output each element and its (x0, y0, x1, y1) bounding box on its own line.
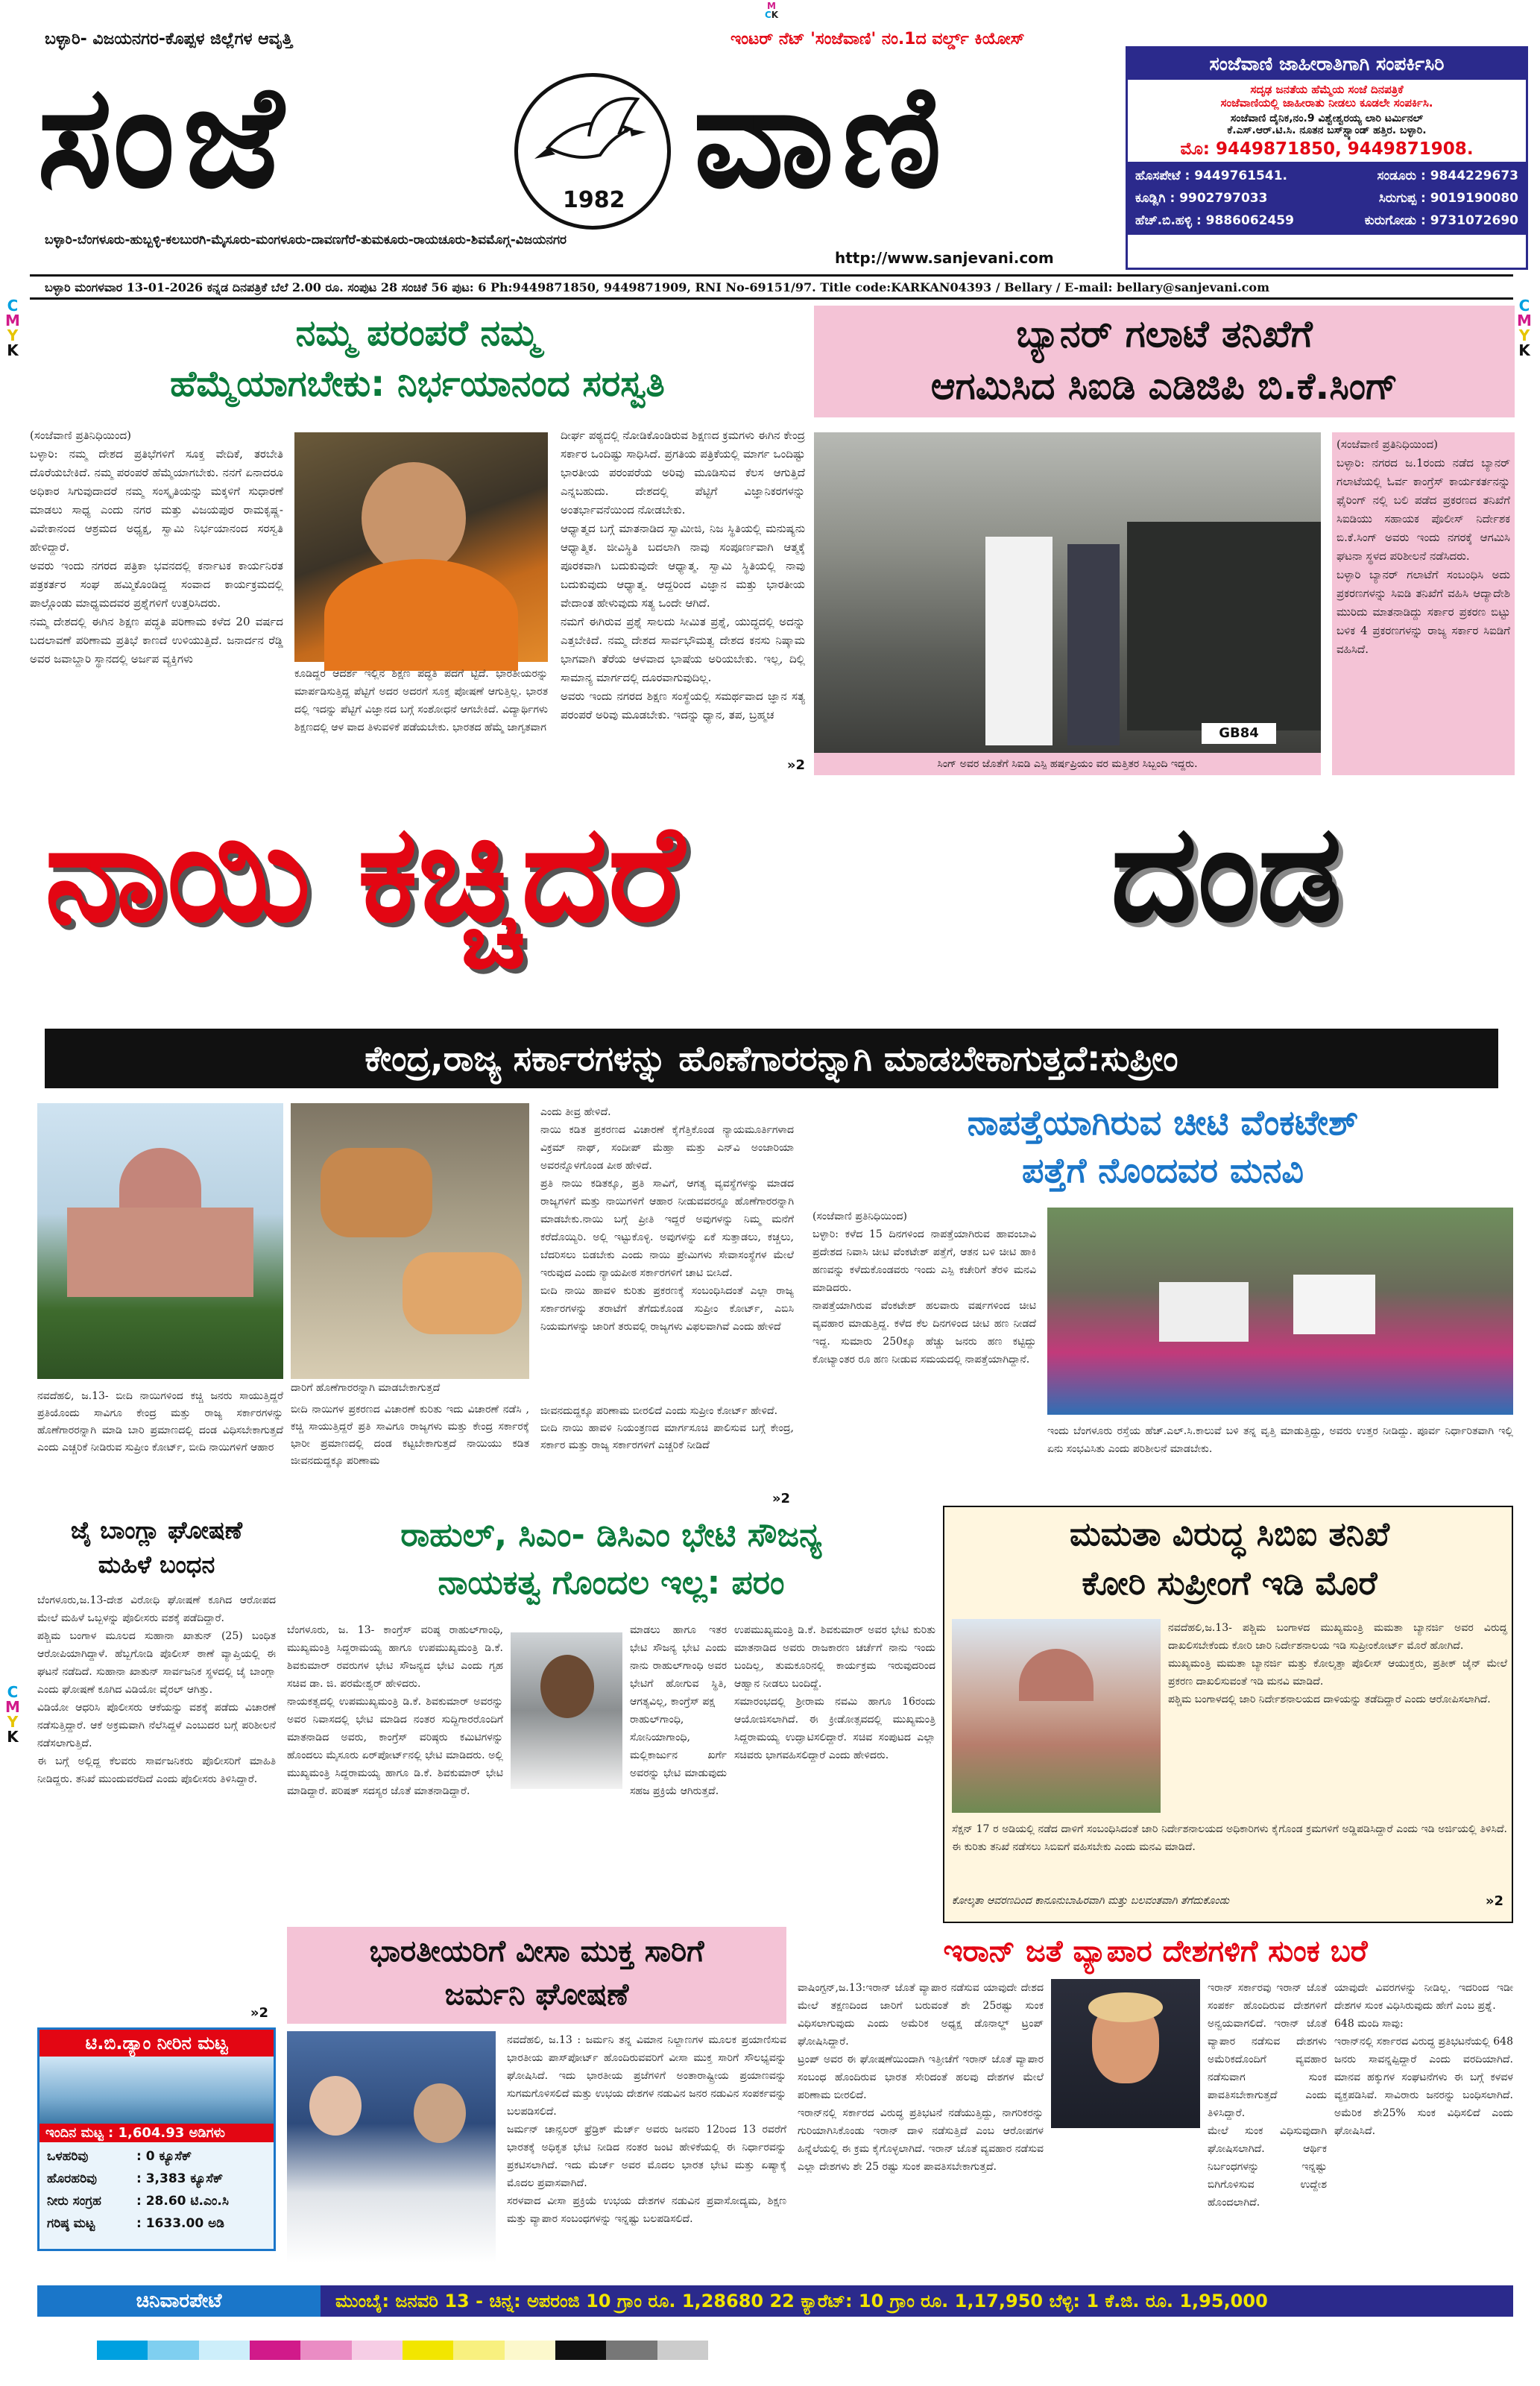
lead-col3: ಬೀದಿ ನಾಯಿಗಳ ಪ್ರಕರಣದ ವಿಚಾರಣೆ ಕುರಿತು ಇದು ವಿಚಾರಣೆ ನಡೆಸಿ , ಕಚ್ಚಿ ಸಾಯುತ್ತಿದ್ದರೆ ಪ್ರತಿ ಸಾವಿಗೂ ರಾಜ್ಯಗಳು ಮತ್ತು ಕೇಂದ್ರ ಸರ್ಕಾರಕ್ಕೆ ಭಾರೀ ಪ್ರಮಾಣದಲ್ಲಿ ದಂಡ ಕಟ್ಟಬೇಕಾಗುತ್ತದೆ ನಾಯಿಯು ಕಡಿತ ಜೀವನದುದ್ದಕ್ಕೂ ಪರಿಣಾಮ (291, 1404, 533, 1467)
ad-box-contact: ಸಿರುಗುಪ್ಪ : 9019190080 (1378, 191, 1518, 206)
photo-cid-officers (814, 432, 1321, 753)
story-rahul-col3: ಉಪಮುಖ್ಯಮಂತ್ರಿ ಡಿ.ಕೆ. ಶಿವಕುಮಾರ್ ಅವರ ಭೇಟಿ ಕುರಿತು ಮಾತನಾಡಿದ ಅವರು ರಾಜಕಾರಣ ಚರ್ಚೆಗೆ ನಾನು ಇಂದು ಬಂದಿಲ್ಲ, ತುಮಕೂರಿನಲ್ಲಿ ಕಾರ್ಯಕ್ರಮ ಇರುವುದರಿಂದ ಆಹ್ವಾನ ನೀಡಲು ಬಂದಿದ್ದೆ. ಸಮಾರಂಭದಲ್ಲಿ ಶ್ರೀರಾಮ ನವಮಿ ಹಾಗೂ 16ರಂದು ಆಯೋಜಿಸಲಾಗಿದೆ. ಈ ಕ್ರೀಡೋತ್ಸವದಲ್ಲಿ ಮುಖ್ಯಮಂತ್ರಿ ಸಿದ್ದರಾಮಯ್ಯ ಉದ್ಘಾಟಿಸಲಿದ್ದಾರೆ. ಸಚಿವ ಸಂಪುಟದ ಎಲ್ಲಾ ಸಚಿವರು ಭಾಗವಹಿಸಲಿದ್ದಾರೆ ಎಂದು ಹೇಳಿದರು. (734, 1624, 935, 1761)
story-germany-visa (287, 1927, 786, 2277)
photo-stray-dogs (291, 1103, 529, 1379)
headline-germany-1: ಭಾರತೀಯರಿಗೆ ವೀಸಾ ಮುಕ್ತ ಸಾರಿಗೆ (369, 1934, 704, 1969)
story-germany-col: ನವದೆಹಲಿ, ಜ.13 : ಜರ್ಮನಿ ತನ್ನ ವಿಮಾನ ನಿಲ್ದಾಣಗಳ ಮೂಲಕ ಪ್ರಯಾಣಿಸುವ ಭಾರತೀಯ ಪಾಸ್‌ಪೋರ್ಟ್ ಹೊಂದಿರುವವರಿಗೆ ವೀಸಾ ಮುಕ್ತ ಸಾರಿಗೆ ಸೌಲಭ್ಯವನ್ನು ಘೋಷಿಸಿದೆ. ಇದು ಭಾರತೀಯ ಪ್ರಜೆಗಳಿಗೆ ಅಂತಾರಾಷ್ಟ್ರೀಯ ಪ್ರಯಾಣವನ್ನು ಸುಗಮಗೊಳಿಸಲಿದೆ ಮತ್ತು ಉಭಯ ದೇಶಗಳ ನಡುವಿನ ಜನರ ನಡುವಿನ ಸಂಪರ್ಕವನ್ನು ಬಲಪಡಿಸಲಿದೆ. ಜರ್ಮನ್ ಚಾನ್ಸಲರ್ ಫ್ರೆಡ್ರಿಕ್ ಮೆರ್ಜ್ ಅವರು ಜನವರಿ 12ರಿಂದ 13 ರವರೆಗೆ ಭಾರತಕ್ಕೆ ಅಧಿಕೃತ ಭೇಟಿ ನೀಡಿದ ನಂತರ ಜಂಟಿ ಹೇಳಿಕೆಯಲ್ಲಿ ಈ ನಿರ್ಧಾರವನ್ನು ಪ್ರಕಟಿಸಲಾಗಿದೆ. ಇದು ಮೆರ್ಜ್ ಅವರ ಮೊದಲ ಭಾರತ ಭೇಟಿ ಮತ್ತು ಏಷ್ಯಾಕ್ಕೆ ಮೊದಲ ಪ್ರವಾಸವಾಗಿದೆ. ಸರಳವಾದ ವೀಸಾ ಪ್ರಕ್ರಿಯೆ ಉಭಯ ದೇಶಗಳ ನಡುವಿನ ಪ್ರವಾಸೋದ್ಯಮ, ಶಿಕ್ಷಣ ಮತ್ತು ವ್ಯಾಪಾರ ಸಂಬಂಧಗಳನ್ನು ಇನ್ನಷ್ಟು ಬಲಪಡಿಸಲಿದೆ. (507, 2034, 786, 2225)
lead-subhead: ಕೇಂದ್ರ,ರಾಜ್ಯ ಸರ್ಕಾರಗಳನ್ನು ಹೊಣೆಗಾರರನ್ನಾಗಿ ಮಾಡಬೇಕಾಗುತ್ತದೆ:ಸುಪ್ರೀಂ (365, 1038, 1178, 1079)
photo-supreme-court (37, 1103, 283, 1379)
story-mamata-col-bottom: ಸೆಕ್ಷನ್ 17 ರ ಅಡಿಯಲ್ಲಿ ನಡೆದ ದಾಳಿಗೆ ಸಂಬಂಧಿಸಿದಂತೆ ಜಾರಿ ನಿರ್ದೇಶನಾಲಯದ ಅಧಿಕಾರಿಗಳು ಕೈಗೊಂಡ ಕ್ರಮಗಳಿಗೆ ಅಡ್ಡಿಪಡಿಸಿದ್ದಾರೆ ಎಂದು ಇಡಿ ಅರ್ಜಿಯಲ್ಲಿ ತಿಳಿಸಿದೆ. ಈ ಕುರಿತು ತನಿಖೆ ನಡೆಸಲು ಸಿಬಿಐಗೆ ವಹಿಸಬೇಕು ಎಂದು ಮನವಿ ಮಾಡಿದೆ. (952, 1823, 1511, 1853)
license-plate: GB84 (1202, 723, 1276, 744)
dam-row-label: ನೀರು ಸಂಗ್ರಹ (47, 2194, 101, 2209)
dam-row-label: ಗರಿಷ್ಠ ಮಟ್ಟ (47, 2216, 95, 2231)
photo-supreme-court-2 (952, 1619, 1161, 1813)
headline-jai-bangla-2: ಮಹಿಳೆ ಬಂಧನ (98, 1550, 215, 1579)
ad-box-rows (1128, 162, 1526, 235)
story-rahul-visit (287, 1517, 935, 1919)
lead-headline-black: ದಂಡ (1111, 796, 1342, 952)
photo-modi-merz (287, 2031, 496, 2262)
lead-col4: ಜೀವನದುದ್ದಕ್ಕೂ ಪರಿಣಾಮ ಬೀರಲಿದೆ ಎಂದು ಸುಪ್ರೀಂ ಕೋರ್ಟ್ ಹೇಳಿದೆ. ಬೀದಿ ನಾಯಿ ಹಾವಳಿ ನಿಯಂತ್ರಣದ ಮಾರ್ಗಸೂಚಿ ಪಾಲಿಸುವ ಬಗ್ಗೆ ಕೇಂದ್ರ, ಸರ್ಕಾರ ಮತ್ತು ರಾಜ್ಯ ಸರ್ಕಾರಗಳಿಗೆ ಎಚ್ಚರಿಕೆ ನೀಡಿದೆ (540, 1405, 794, 1451)
dam-row-label: ಹೊರಹರಿವು (47, 2171, 97, 2186)
lead-headline-red: ನಾಯಿ ಕಚ್ಚಿದರೆ (45, 796, 685, 952)
photo-protest-caption: ಇಂದು ಬೆಂಗಳೂರು ರಸ್ತೆಯ ಹೆಚ್.ಎಲ್.ಸಿ.ಕಾಲುವೆ ಬಳಿ ತನ್ನ ವೃತ್ತಿ ಮಾಡುತ್ತಿದ್ದು, ಅವರು ಉತ್ತರ ನೀಡಿದ್ದು. ಪೂರ್ವ ನಿರ್ಧಾರಿತವಾಗಿ ಇಲ್ಲಿ ಏನು ಸಂಭವಿಸಿತು ಎಂದು ಪರಿಶೀಲನೆ ಮಾಡಬೇಕು. (1047, 1425, 1517, 1455)
dam-row-value: : 1633.00 ಅಡಿ (136, 2216, 224, 2231)
registration-mark-left-2: C M Y K (5, 1683, 20, 1746)
dam-photo (40, 2057, 274, 2124)
dam-box-title: ಟಿ.ಬಿ.ಡ್ಯಾಂ ನೀರಿನ ಮಟ್ಟ (40, 2030, 274, 2057)
founded-year: 1982 (563, 187, 625, 213)
continued-mark: »2 (771, 1491, 790, 1506)
website-link[interactable]: http://www.sanjevani.com (835, 249, 1054, 267)
dam-box (37, 2027, 276, 2251)
color-calibration-bar (97, 2341, 708, 2360)
continued-mark: »2 (786, 757, 805, 773)
ad-box-phone: ಮೊ: 9449871850, 9449871908. (1180, 139, 1474, 159)
info-strip (30, 274, 1513, 300)
headline-banner-2: ಆಗಮಿಸಿದ ಸಿಐಡಿ ಎಡಿಜಿಪಿ ಬಿ.ಕೆ.ಸಿಂಗ್ (930, 364, 1398, 408)
info-line: ಬಳ್ಳಾರಿ ಮಂಗಳವಾರ 13-01-2026 ಕನ್ನಡ ದಿನಪತ್ರಿಕೆ ಬೆಲೆ 2.00 ರೂ. ಸಂಪುಟ 28 ಸಂಚಿಕೆ 56 ಪುಟ: 6 Ph:9449871850, 9449871909, RNI No-69151/97. Title code:KARKAN04393 / Bellary / E-mail: bellary@sanjevani.com (45, 280, 1269, 294)
story-mamata-col-right: ನವದೆಹಲಿ,ಜ.13- ಪಶ್ಚಿಮ ಬಂಗಾಳದ ಮುಖ್ಯಮಂತ್ರಿ ಮಮತಾ ಬ್ಯಾನರ್ಜಿ ಅವರ ವಿರುದ್ಧ ದಾಖಲಿಸಬೇಕೆಂದು ಕೋರಿ ಜಾರಿ ನಿರ್ದೇಶನಾಲಯ ಇಡಿ ಸುಪ್ರೀಂಕೋರ್ಟ್ ಮೊರೆ ಹೋಗಿದೆ. ಮುಖ್ಯಮಂತ್ರಿ ಮಮತಾ ಬ್ಯಾನರ್ಜಿ ಮತ್ತು ಕೋಲ್ಕತ್ತಾ ಪೊಲೀಸ್ ಆಯುಕ್ತರು, ಪ್ರತೀಕ್ ಜೈನ್ ಮೇಲೆ ಪ್ರಕರಣ ದಾಖಲಿಸುವಂತೆ ಇಡಿ ಮನವಿ ಮಾಡಿದೆ. ಪಶ್ಚಿಮ ಬಂಗಾಳದಲ್ಲಿ ಜಾರಿ ನಿರ್ದೇಶನಾಲಯದ ದಾಳಿಯನ್ನು ತಡೆದಿದ್ದಾರೆ ಎಂದು ಆರೋಪಿಸಲಾಗಿದೆ. (1168, 1622, 1507, 1705)
ad-box-contact: ಹೆಚ್.ಬಿ.ಹಳ್ಳಿ : 9886062459 (1135, 213, 1294, 228)
story-banner-col: (ಸಂಜೆವಾಣಿ ಪ್ರತಿನಿಧಿಯಿಂದ) ಬಳ್ಳಾರಿ: ನಗರದ ಜ.1ರಂದು ನಡೆದ ಬ್ಯಾನರ್ ಗಲಾಟೆಯಲ್ಲಿ ಓರ್ವ ಕಾಂಗ್ರೆಸ್ ಕಾರ್ಯಕರ್ತನನ್ನು ಫೈರಿಂಗ್ ನಲ್ಲಿ ಬಲಿ ಪಡೆದ ಪ್ರಕರಣದ ತನಿಖೆಗೆ ಸಿಐಡಿಯು ಸಹಾಯಕ ಪೊಲೀಸ್ ನಿರ್ದೇಶಕ ಬಿ.ಕೆ.ಸಿಂಗ್ ಅವರು ಇಂದು ನಗರಕ್ಕೆ ಆಗಮಿಸಿ ಘಟನಾ ಸ್ಥಳದ ಪರಿಶೀಲನೆ ನಡೆಸಿದರು. ಬಳ್ಳಾರಿ ಬ್ಯಾನರ್ ಗಲಾಟೆಗೆ ಸಂಬಂಧಿಸಿ ಅದು ಪ್ರಕರಣಗಳನ್ನು ಸಿಐಡಿ ತನಿಖೆಗೆ ವಹಿಸಿ ಆದ್ಯಾದೇಶಿ ಮುರಿದು ಮಾತನಾಡಿದ್ದು ಸರ್ಕಾರ ಪ್ರಕರಣ ಬಿಟ್ಟು ಬಳಿಕ 4 ಪ್ರಕರಣಗಳನ್ನು ರಾಜ್ಯ ಸರ್ಕಾರ ಸಿಐಡಿಗೆ ವಹಿಸಿದೆ. (1332, 432, 1515, 775)
edition-line: ಬಳ್ಳಾರಿ- ವಿಜಯನಗರ-ಕೊಪ್ಪಳ ಜಿಲ್ಲೆಗಳ ಆವೃತ್ತಿ (45, 30, 293, 48)
dam-row-value: : 0 ಕ್ಯೂಸೆಕ್ (136, 2149, 192, 2164)
ad-box-contact: ಸಂಡೂರು : 9844229673 (1377, 168, 1518, 183)
story-heritage (30, 306, 805, 775)
headline-heritage-2: ಹೆಮ್ಮೆಯಾಗಬೇಕು: ನಿರ್ಭಯಾನಂದ ಸರಸ್ವತಿ (170, 363, 665, 405)
lead-subhead-bar (45, 1029, 1498, 1088)
story-iran-col2: ಇರಾನ್ ಸರ್ಕಾರವು ಇರಾನ್ ಜೊತೆ ಸಂಪರ್ಕ ಹೊಂದಿರುವ ದೇಶಗಳಿಗೆ ಅನ್ವಯವಾಗಲಿದೆ. ಇರಾನ್ ಜೊತೆ ವ್ಯಾಪಾರ ನಡೆಸುವ ದೇಶಗಳು ಅಮೆರಿಕದೊಂದಿಗೆ ವ್ಯವಹಾರ ನಡೆಸುವಾಗ ಸುಂಕ ಪಾವತಿಸಬೇಕಾಗುತ್ತದೆ ಎಂದು ತಿಳಿಸಿದ್ದಾರೆ. ಮೇಲೆ ಸುಂಕ ವಿಧಿಸುವುದಾಗಿ ಘೋಷಿಸಲಾಗಿದೆ. ಆರ್ಥಿಕ ನಿರ್ಬಂಧಗಳನ್ನು ಇನ್ನಷ್ಟು ಬಿಗಿಗೊಳಿಸುವ ಉದ್ದೇಶ ಹೊಂದಲಾಗಿದೆ. (1208, 1982, 1327, 2209)
headline-banner-1: ಬ್ಯಾನರ್ ಗಲಾಟೆ ತನಿಖೆಗೆ (1016, 312, 1313, 356)
headline-jai-bangla-1: ಜೈ ಬಾಂಗ್ಲಾ ಘೋಷಣೆ (70, 1516, 243, 1544)
headline-chit-1: ನಾಪತ್ತೆಯಾಗಿರುವ ಚೀಟಿ ವೆಂಕಟೇಶ್ (967, 1102, 1359, 1143)
registration-mark-left: C M Y K (5, 297, 20, 359)
story-iran-col1: ವಾಷಿಂಗ್ಟನ್,ಜ.13:ಇರಾನ್ ಜೊತೆ ವ್ಯಾಪಾರ ನಡೆಸುವ ಯಾವುದೇ ದೇಶದ ಮೇಲೆ ತಕ್ಷಣದಿಂದ ಜಾರಿಗೆ ಬರುವಂತೆ ಶೇ 25ರಷ್ಟು ಸುಂಕ ವಿಧಿಸಲಾಗುವುದು ಎಂದು ಅಮೆರಿಕ ಅಧ್ಯಕ್ಷ ಡೊನಾಲ್ಡ್ ಟ್ರಂಪ್ ಘೋಷಿಸಿದ್ದಾರೆ. ಟ್ರಂಪ್ ಅವರ ಈ ಘೋಷಣೆಯಿಂದಾಗಿ ಇತ್ತೀಚೆಗೆ ಇರಾನ್ ಜೊತೆ ವ್ಯಾಪಾರ ಸಂಬಂಧ ಹೊಂದಿರುವ ಭಾರತ ಸೇರಿದಂತೆ ಹಲವು ದೇಶಗಳ ಮೇಲೆ ಪರಿಣಾಮ ಬೀರಲಿದೆ. ಇರಾನ್‌ನಲ್ಲಿ ಸರ್ಕಾರದ ವಿರುದ್ಧ ಪ್ರತಿಭಟನೆ ನಡೆಯುತ್ತಿದ್ದು, ನಾಗರಿಕರನ್ನು ಗುರಿಯಾಗಿಸಿಕೊಂಡು ಇರಾನ್ ದಾಳಿ ನಡೆಸುತ್ತಿದೆ ಎಂಬ ಆರೋಪಗಳ ಹಿನ್ನೆಲೆಯಲ್ಲಿ ಈ ಕ್ರಮ ಕೈಗೊಳ್ಳಲಾಗಿದೆ. ಇರಾನ್ ಜೊತೆ ವ್ಯವಹಾರ ನಡೆಸುವ ಎಲ್ಲಾ ದೇಶಗಳು ಶೇ 25 ರಷ್ಟು ಸುಂಕ ಪಾವತಿಸಬೇಕಾಗುತ್ತದೆ. (798, 1982, 1044, 2173)
bullion-ticker (37, 2285, 1513, 2317)
ad-box-line4: ಕೆ.ಎಸ್.ಆರ್.ಟಿ.ಸಿ. ನೂತನ ಬಸ್‌ಸ್ಟ್ಯಾಂಡ್ ಹತ್ತಿರ. ಬಳ್ಳಾರಿ. (1227, 124, 1427, 136)
masthead-logo (37, 53, 1118, 222)
photo-dogs-caption: ದಾರಿಗೆ ಹೊಣೆಗಾರರನ್ನಾಗಿ ಮಾಡಬೇಕಾಗುತ್ತದೆ (291, 1382, 441, 1394)
ad-box (1126, 46, 1528, 270)
headline-germany-2: ಜರ್ಮನಿ ಘೋಷಣೆ (444, 1978, 629, 2012)
ticker-label: ಚಿನಿವಾರಪೇಟೆ (37, 2285, 321, 2317)
ad-box-line1: ಸದೃಢ ಜನತೆಯ ಹೆಮ್ಮೆಯ ಸಂಜೆ ದಿನಪತ್ರಿಕೆ (1250, 83, 1404, 96)
photo-parameshwara (511, 1632, 622, 1789)
ad-box-line2: ಸಂಜೆವಾಣಿಯಲ್ಲಿ ಜಾಹೀರಾತು ನೀಡಲು ಕೂಡಲೇ ಸಂಪರ್ಕಿಸಿ. (1220, 96, 1433, 110)
ticker-text: ಮುಂಬೈ: ಜನವರಿ 13 - ಚಿನ್ನ: ಅಪರಂಜಿ 10 ಗ್ರಾಂ ರೂ. 1,28680 22 ಕ್ಯಾರೆಟ್: 10 ಗ್ರಾಂ ರೂ. 1,17,950 ಬೆಳ್ಳಿ: 1 ಕೆ.ಜಿ. ರೂ. 1,95,000 (335, 2291, 1268, 2311)
story-jai-bangla-col: ಬೆಂಗಳೂರು,ಜ.13-ದೇಶ ವಿರೋಧಿ ಘೋಷಣೆ ಕೂಗಿದ ಆರೋಪದ ಮೇಲೆ ಮಹಿಳೆ ಒಬ್ಬಳನ್ನು ಪೊಲೀಸರು ವಶಕ್ಕೆ ಪಡೆದಿದ್ದಾರೆ. ಪಶ್ಚಿಮ ಬಂಗಾಳ ಮೂಲದ ಸುಹಾನಾ ಖಾತುನ್ (25) ಬಂಧಿತ ಆರೋಪಿಯಾಗಿದ್ದಾಳೆ. ಹೆಬ್ಬಗೋಡಿ ಪೊಲೀಸ್ ಠಾಣೆ ವ್ಯಾಪ್ತಿಯಲ್ಲಿ ಈ ಘಟನೆ ನಡೆದಿದೆ. ಸುಹಾನಾ ಖಾತುನ್ ಸಾರ್ವಜನಿಕ ಸ್ಥಳದಲ್ಲಿ ಜೈ ಬಾಂಗ್ಲಾ ಎಂದು ಘೋಷಣೆ ಕೂಗಿದ ವಿಡಿಯೋ ವೈರಲ್ ಆಗಿತ್ತು. ವಿಡಿಯೋ ಆಧರಿಸಿ ಪೊಲೀಸರು ಆಕೆಯನ್ನು ವಶಕ್ಕೆ ಪಡೆದು ವಿಚಾರಣೆ ನಡೆಸುತ್ತಿದ್ದಾರೆ. ಆಕೆ ಅಕ್ರಮವಾಗಿ ನೆಲೆಸಿದ್ದಳೆ ಎಂಬುದರ ಬಗ್ಗೆ ಪರಿಶೀಲನೆ ನಡೆಸಲಾಗುತ್ತಿದೆ. ಈ ಬಗ್ಗೆ ಅಲ್ಲಿದ್ದ ಕೆಲವರು ಸಾರ್ವಜನಿಕರು ಪೊಲೀಸರಿಗೆ ಮಾಹಿತಿ ನೀಡಿದ್ದರು. ತನಿಖೆ ಮುಂದುವರೆದಿದೆ ಎಂದು ಪೊಲೀಸರು ತಿಳಿಸಿದ್ದಾರೆ. (37, 1594, 276, 1785)
story-jai-bangla (37, 1517, 276, 2039)
photo-trump (1051, 1979, 1200, 2128)
story-chit-col: (ಸಂಜೆವಾಣಿ ಪ್ರತಿನಿಧಿಯಿಂದ) ಬಳ್ಳಾರಿ: ಕಳೆದ 15 ದಿನಗಳಿಂದ ನಾಪತ್ತೆಯಾಗಿರುವ ಹಾವಂಬಾವಿ ಪ್ರದೇಶದ ನಿವಾಸಿ ಚೀಟಿ ವೆಂಕಟೇಶ್ ಪತ್ತೆಗೆ, ಆತನ ಬಳಿ ಚೀಟಿ ಹಾಕಿ ಹಣವನ್ನು ಕಳೆದುಕೊಂಡವರು ಇಂದು ಎಸ್ಪಿ ಕಚೇರಿಗೆ ತೆರಳಿ ಮನವಿ ಮಾಡಿದರು. ನಾಪತ್ತೆಯಾಗಿರುವ ವೆಂಕಟೇಶ್ ಹಲವಾರು ವರ್ಷಗಳಿಂದ ಚೀಟಿ ವ್ಯವಹಾರ ಮಾಡುತ್ತಿದ್ದ. ಕಳೆದ ಕೆಲ ದಿನಗಳಿಂದ ಚೀಟಿ ಹಣ ನೀಡದೆ ಇದ್ದ. ಸುಮಾರು 250ಕ್ಕೂ ಹೆಚ್ಚು ಜನರು ಹಣ ಕಟ್ಟಿದ್ದು ಕೋಟ್ಯಾಂತರ ರೂ ಹಣ ನೀಡುವ ಸಮಯದಲ್ಲಿ ನಾಪತ್ತೆಯಾಗಿದ್ದಾನೆ. (812, 1211, 1036, 1366)
story-rahul-col1: ಬೆಂಗಳೂರು, ಜ. 13- ಕಾಂಗ್ರೆಸ್ ವರಿಷ್ಠ ರಾಹುಲ್‌ಗಾಂಧಿ, ಮುಖ್ಯಮಂತ್ರಿ ಸಿದ್ದರಾಮಯ್ಯ ಹಾಗೂ ಉಪಮುಖ್ಯಮಂತ್ರಿ ಡಿ.ಕೆ. ಶಿವಕುಮಾರ್ ರವರುಗಳ ಭೇಟಿ ಸೌಜನ್ಯದ ಭೇಟಿ ಎಂದು ಗೃಹ ಸಚಿವ ಡಾ. ಜಿ. ಪರಮೇಶ್ವರ್ ಹೇಳಿದರು. ನಾಯಕತ್ವದಲ್ಲಿ ಉಪಮುಖ್ಯಮಂತ್ರಿ ಡಿ.ಕೆ. ಶಿವಕುಮಾರ್ ಅವರನ್ನು ಅವರ ನಿವಾಸದಲ್ಲಿ ಭೇಟಿ ಮಾಡಿದ ನಂತರ ಸುದ್ದಿಗಾರರೊಂದಿಗೆ ಮಾತನಾಡಿದ ಅವರು, ಕಾಂಗ್ರೆಸ್ ವರಿಷ್ಠರು ಕಮಿಟಿಗಳನ್ನು ಹೊಂದಲು ಮೈಸೂರು ಏರ್‌ಪೋರ್ಟ್‌ನಲ್ಲಿ ಭೇಟಿ ಮಾಡಿದರು. ಅಲ್ಲಿ ಮುಖ್ಯಮಂತ್ರಿ ಸಿದ್ದರಾಮಯ್ಯ ಹಾಗೂ ಡಿ.ಕೆ. ಶಿವಕುಮಾರ್ ಭೇಟಿ ಮಾಡಿದ್ದಾರೆ. ಪರಿಷತ್ ಸದಸ್ಯರ ಜೊತೆ ಮಾತನಾಡಿದ್ದಾರೆ. (287, 1624, 503, 1797)
ad-box-contact: ಕೂಡ್ಲಿಗಿ : 9902797033 (1135, 191, 1268, 206)
logo-left-text: ಸಂಜೆ (37, 53, 291, 219)
ad-box-contact: ಕುರುಗೋಡು : 9731072690 (1364, 213, 1518, 228)
registration-mark-top: M CK (764, 1, 779, 20)
headline-box-germany (287, 1927, 786, 2024)
photo-cid-caption: ಸಿಂಗ್ ಅವರ ಜೊತೆಗೆ ಸಿಐಡಿ ಎಸ್ಪಿ ಹರ್ಷಪ್ರಿಯಂ ವರ ಮತ್ತಿತರ ಸಿಬ್ಬಂದಿ ಇದ್ದರು. (814, 753, 1321, 775)
story-rahul-col2: ಮಾಡಲು ಹಾಗೂ ಇತರ ಭೇಟಿ ಸೌಜನ್ಯ ಭೇಟಿ ಎಂದು ನಾನು ರಾಹುಲ್‌ಗಾಂಧಿ ಅವರ ಭೇಟಿಗೆ ಹೋಗುವ ಸ್ಥಿತಿ, ಆಗತ್ಯವಿಲ್ಲ, ಕಾಂಗ್ರೆಸ್ ಪಕ್ಷ ರಾಹುಲ್‌ಗಾಂಧಿ, ಸೋನಿಯಾಗಾಂಧಿ, ಮಲ್ಲಿಕಾರ್ಜುನ ಖರ್ಗೆ ಅವರನ್ನು ಭೇಟಿ ಮಾಡುವುದು ಸಹಜ ಪ್ರಕ್ರಿಯೆ ಆಗಿರುತ್ತದೆ. (630, 1624, 727, 1797)
continued-mark: »2 (1485, 1893, 1503, 1909)
lead-col1: ನವದೆಹಲಿ, ಜ.13- ಬೀದಿ ನಾಯಿಗಳಿಂದ ಕಚ್ಚಿ ಜನರು ಸಾಯುತ್ತಿದ್ದರೆ ಪ್ರತಿಯೊಂದು ಸಾವಿಗೂ ಕೇಂದ್ರ ಮತ್ತು ರಾಜ್ಯ ಸರ್ಕಾರಗಳನ್ನು ಹೊಣೆಗಾರರನ್ನಾಗಿ ಮಾಡಿ ಬಾರಿ ಪ್ರಮಾಣದಲ್ಲಿ ದಂಡ ವಿಧಿಸಬೇಕಾಗುತ್ತದೆ ಎಂದು ಎಚ್ಚರಿಕೆ ನೀಡಿರುವ ಸುಪ್ರೀಂ ಕೋರ್ಟ್, ಬೀದಿ ನಾಯಿಗಳಿಗೆ ಆಹಾರ (37, 1390, 287, 1454)
ad-box-line3: ಸಂಜೆವಾಣಿ ದೈನಿಕ,ನಂ.9 ವಿಶ್ವೇಶ್ವರಯ್ಯ ಲಾರಿ ಟರ್ಮಿನಲ್ (1230, 113, 1424, 124)
headline-heritage-1: ನಮ್ಮ ಪರಂಪರೆ ನಮ್ಮ (295, 312, 540, 354)
headline-iran: ಇರಾನ್ ಜತೆ ವ್ಯಾಪಾರ ದೇಶಗಳಿಗೆ ಸುಂಕ ಬರೆ (943, 1934, 1368, 1969)
dam-row-label: ಒಳಹರಿವು (47, 2149, 89, 2164)
story-iran-tariff (798, 1927, 1513, 2277)
headline-box-banner (814, 306, 1515, 417)
headline-chit-2: ಪತ್ತೆಗೆ ನೊಂದವರ ಮನವಿ (1021, 1150, 1304, 1190)
logo-dove-emblem (514, 73, 671, 230)
headline-rahul-2: ನಾಯಕತ್ವ ಗೊಂದಲ ಇಲ್ಲ: ಪರಂ (438, 1564, 785, 1602)
registration-mark-right: C M Y K (1517, 297, 1532, 359)
photo-protest (1047, 1208, 1513, 1415)
story-banner-probe (814, 306, 1515, 775)
story-mamata-caption: ಕೋಲ್ಕತಾ ಆವರಣದಿಂದ ಕಾನೂನುಬಾಹಿರವಾಗಿ ಮತ್ತು ಬಲವಂತವಾಗಿ ತೆಗೆದುಕೊಂಡು (952, 1895, 1230, 1907)
dam-level: ಇಂದಿನ ಮಟ್ಟ : 1,604.93 ಅಡಿಗಳು (40, 2124, 274, 2142)
lead-col2: ಎಂದು ತೀವ್ರ ಹೇಳಿದೆ. ನಾಯಿ ಕಡಿತ ಪ್ರಕರಣದ ವಿಚಾರಣೆ ಕೈಗೆತ್ತಿಕೊಂಡ ನ್ಯಾಯಮೂರ್ತಿಗಳಾದ ವಿಕ್ರಮ್ ನಾಥ್, ಸಂದೀಪ್ ಮೆಹ್ತಾ ಮತ್ತು ಎನ್‌ವಿ ಅಂಜಾರಿಯಾ ಅವರನ್ನೊಳಗೊಂಡ ಪೀಠ ಹೇಳಿದೆ. ಪ್ರತಿ ನಾಯಿ ಕಡಿತಕ್ಕೂ, ಪ್ರತಿ ಸಾವಿಗೆ, ಆಗತ್ಯ ವ್ಯವಸ್ಥೆಗಳನ್ನು ಮಾಡದ ರಾಜ್ಯಗಳಿಗೆ ಮತ್ತು ನಾಯಿಗಳಿಗೆ ಆಹಾರ ನೀಡುವವರನ್ನೂ ಹೊಣೆಗಾರರನ್ನಾಗಿ ಮಾಡಬೇಕು.ನಾಯಿ ಬಗ್ಗೆ ಪ್ರೀತಿ ಇದ್ದರೆ ಅವುಗಳನ್ನು ನಿಮ್ಮ ಮನೆಗೆ ಕರೆದೊಯ್ಯಿರಿ. ಅಲ್ಲಿ ಇಟ್ಟುಕೊಳ್ಳಿ. ಅವುಗಳನ್ನು ಏಕೆ ಸುತ್ತಾಡಲು, ಕಚ್ಚಲು, ಬೆದರಿಸಲು ಬಿಡಬೇಕು ಎಂದು ನಾಯಿ ಪ್ರೇಮಿಗಳು ಸೇವಾಸಂಸ್ಥೆಗಳ ಮೇಲೆ ಇರುವುದ ಎಂದು ನ್ಯಾಯಪೀಠ ಸರ್ಕಾರಗಳಿಗೆ ಚಾಟಿ ಬೀಸಿದೆ. ಬೀದಿ ನಾಯಿ ಹಾವಳಿ ಕುರಿತು ಪ್ರಕರಣಕ್ಕೆ ಸಂಬಂಧಿಸಿದಂತೆ ಎಲ್ಲಾ ರಾಜ್ಯ ಸರ್ಕಾರಗಳನ್ನು ತರಾಟೆಗೆ ತೆಗೆದುಕೊಂಡ ಸುಪ್ರೀಂ ಕೋರ್ಟ್, ಎಬಿಸಿ ನಿಯಮಗಳನ್ನು ಜಾರಿಗೆ ತರುವಲ್ಲಿ ರಾಜ್ಯಗಳು ವಿಫಲವಾಗಿವೆ ಎಂದು ಹೇಳಿದೆ (540, 1106, 795, 1333)
photo-swami-caption: ಕೂಡಿದ್ದರ ಆದರ್ಶ ಇಲ್ಲಿನ ಶಿಕ್ಷಣ ಪದ್ಧತಿ ಪದಗೆ ಟ್ಟಿದೆ. ಭಾರತೀಯರನ್ನು ಮಾರ್ಪಡಿಸುತ್ತಿದ್ದ ಪೆಟ್ಟಿಗೆ ಅದರ ಅದರಗೆ ಸೂಕ್ತ ಪೋಷಣೆ ಆಗುತ್ತಿಲ್ಲ. ಭಾರತ ದಲ್ಲಿ ಇದನ್ನು ಪೆಟ್ಟಿಗೆ ವಿಜ್ಞಾನದ ಬಗ್ಗೆ ಸಂಶೋಧನೆ ಆಗಬೇಕಿದೆ. ವಿದ್ಯಾರ್ಥಿಗಳು ಶಿಕ್ಷಣದಲ್ಲಿ ಆಳ ವಾದ ತಿಳುವಳಿಕೆ ಪಡೆಯಬೇಕು. ಭಾರತದ ಹೆಮ್ಮೆ ಜಾಗೃತವಾಗ (294, 668, 552, 733)
lead-headline-area (30, 781, 1515, 1027)
story-iran-col3: ಯಾವುದೇ ವಿವರಗಳನ್ನು ನೀಡಿಲ್ಲ. ಇದರಿಂದ ಇಡೀ ದೇಶಗಳ ಸುಂಕ ವಿಧಿಸಿರುವುದು ಹೇಗೆ ಎಂಬ ಪ್ರಶ್ನೆ. 648 ಮಂದಿ ಸಾವು: ಇರಾನ್‌ನಲ್ಲಿ ಸರ್ಕಾರದ ವಿರುದ್ಧ ಪ್ರತಿಭಟನೆಯಲ್ಲಿ 648 ಜನರು ಸಾವನ್ನಪ್ಪಿದ್ದಾರೆ ಎಂದು ವರದಿಯಾಗಿದೆ. ಮಾನವ ಹಕ್ಕುಗಳ ಸಂಘಟನೆಗಳು ಈ ಬಗ್ಗೆ ಕಳವಳ ವ್ಯಕ್ತಪಡಿಸಿವೆ. ಸಾವಿರಾರು ಜನರನ್ನು ಬಂಧಿಸಲಾಗಿದೆ. ಅಮೆರಿಕ ಶೇ25% ಸುಂಕ ವಿಧಿಸಲಿದೆ ಎಂದು ಘೋಷಿಸಿದೆ. (1334, 1982, 1513, 2137)
headline-mamata-1: ಮಮತಾ ವಿರುದ್ಧ ಸಿಬಿಐ ತನಿಖೆ (1069, 1515, 1390, 1553)
photo-swami (294, 432, 548, 662)
headline-rahul-1: ರಾಹುಲ್, ಸಿಎಂ- ಡಿಸಿಎಂ ಭೇಟಿ ಸೌಜನ್ಯ (400, 1516, 822, 1554)
story-heritage-col3: ದೀರ್ಘ ಪಠ್ಯದಲ್ಲಿ ನೋಡಿಕೊಂಡಿರುವ ಶಿಕ್ಷಣದ ಕ್ರಮಗಳು ಈಗಿನ ಕೇಂದ್ರ ಸರ್ಕಾರ ಒಂದಿಷ್ಟು ಸಾಧಿಸಿದೆ. ಪ್ರಗತಿಯ ಪತ್ರಿಕೆಯಲ್ಲಿ ಮಾರ್ಗ ಒಂದಿಷ್ಟು ಭಾರತೀಯ ಪರಂಪರೆಯ ಅರಿವು ಮೂಡಿಸುವ ಕೆಲಸ ಆಗುತ್ತಿದೆ ಎನ್ನಬಹುದು. ದೇಶದಲ್ಲಿ ಪೆಟ್ಟಿಗೆ ವಿಜ್ಞಾನಿಕರಗಳನ್ನು ಅಂತರ್ಭಾವನೆಯಿಂದ ನೋಡಬೇಕು. ಆಧ್ಯಾತ್ಮದ ಬಗ್ಗೆ ಮಾತನಾಡಿದ ಸ್ವಾಮೀಜಿ, ನಿಜ ಸ್ಥಿತಿಯಲ್ಲಿ ಮನುಷ್ಯನು ಆಧ್ಯಾತ್ಮಿಕ. ಜೀವಿಸ್ಥಿತಿ ಬದಲಾಗಿ ನಾವು ಸಂಪೂರ್ಣವಾಗಿ ಆತ್ಮಕ್ಕೆ ಪೂರಕವಾಗಿ ಬದುಕುವುದೇ ಆಧ್ಯಾತ್ಮ. ಸ್ವಾಮಿ ಸ್ಥಿತಿಯಲ್ಲಿ ನಾವು ಬದುಕುವುದು ಆಧ್ಯಾತ್ಮ. ಆದ್ದರಿಂದ ವಿಜ್ಞಾನ ಮತ್ತು ಭಾರತೀಯ ವೇದಾಂತ ಹೇಳುವುದು ಸತ್ಯ ಒಂದೇ ಆಗಿದೆ. ನಮಗೆ ಈಗಿರುವ ಪ್ರಶ್ನೆ ಸಾಲದು ಸೀಮಿತ ಪ್ರಶ್ನೆ, ಯುದ್ಧದಲ್ಲಿ ಅದನ್ನು ಎತ್ತಬೇಕಿದೆ. ನಮ್ಮ ದೇಶದ ಸಾರ್ವಭೌಮತ್ವ ದೇಶದ ಕನಸು ನಿಷ್ಕಾಮ ಭಾಗವಾಗಿ ತೆರೆಯ ಆಳವಾದ ಭಾಷೆಯ ಅರಿಯಬೇಕು. ಇಲ್ಲ, ದಿಲ್ಲಿ ಸಾಮಾನ್ಯ ಮಾರ್ಗದಲ್ಲಿ ದೂರವಾಗುವುದಿಲ್ಲ. ಅವರು ಇಂದು ನಗರದ ಶಿಕ್ಷಣ ಸಂಸ್ಥೆಯಲ್ಲಿ ಸಮರ್ಥವಾದ ಜ್ಞಾನ ಸತ್ಯ ಪರಂಪರೆ ಅರಿವು ಮೂಡಬೇಕು. ಇದನ್ನು ಧ್ಯಾನ, ತಪ, ಬ್ರಹ್ಮಚ (561, 429, 805, 722)
ad-box-title: ಸಂಜೆವಾಣಿ ಜಾಹೀರಾತಿಗಾಗಿ ಸಂಪರ್ಕಿಸಿರಿ (1128, 48, 1526, 80)
story-heritage-col1: (ಸಂಜೆವಾಣಿ ಪ್ರತಿನಿಧಿಯಿಂದ) ಬಳ್ಳಾರಿ: ನಮ್ಮ ದೇಶದ ಪ್ರತಿಭೆಗಳಿಗೆ ಸೂಕ್ತ ವೇದಿಕೆ, ತರಬೇತಿ ದೊರೆಯಬೇಕಿದೆ. ನಮ್ಮ ಪರಂಪರೆ ಹೆಮ್ಮೆಯಾಗಬೇಕು. ನನಗೆ ಏನಾದರೂ ಅಧಿಕಾರ ಸಿಗುವುದಾದರೆ ನಮ್ಮ ಸಂಸ್ಕೃತಿಯನ್ನು ಮಕ್ಕಳಿಗೆ ಸುಧಾರಣೆ ಮಾಡಲು ಸಾಧ್ಯ ಎಂದು ನಗರ ಮತ್ತು ವಿಜಯಪುರ ರಾಮಕೃಷ್ಣ-ವಿವೇಕಾನಂದ ಆಶ್ರಮದ ಅಧ್ಯಕ್ಷ, ಸ್ವಾಮಿ ನಿರ್ಭಯಾನಂದ ಸರಸ್ವತಿ ಹೇಳಿದ್ದಾರೆ. ಅವರು ಇಂದು ನಗರದ ಪತ್ರಿಕಾ ಭವನದಲ್ಲಿ ಕರ್ನಾಟಕ ಕಾರ್ಯನಿರತ ಪತ್ರಕರ್ತರ ಸಂಘ ಹಮ್ಮಿಕೊಂಡಿದ್ದ ಸಂವಾದ ಕಾರ್ಯಕ್ರಮದಲ್ಲಿ ಪಾಲ್ಗೊಂಡು ಮಾಧ್ಯಮದವರ ಪ್ರಶ್ನೆಗಳಿಗೆ ಉತ್ತರಿಸಿದರು. ನಮ್ಮ ದೇಶದಲ್ಲಿ ಈಗಿನ ಶಿಕ್ಷಣ ಪದ್ಧತಿ ಪರಿಣಾಮ ಕಳೆದ 20 ವರ್ಷದ ಬದಲಾವಣೆ ಪರಿಣಾಮ ಪ್ರತಿಭೆ ಕಾಣದೆ ಉಳಿಯುತ್ತಿದೆ. ಜನಾರ್ದನ ರೆಡ್ಡಿ ಅವರ ಜವಾಬ್ದಾರಿ ಸ್ಥಾನದಲ್ಲಿ ಅರ್ಜಪ ವ್ಯಕ್ತಿಗಳು (30, 429, 283, 666)
story-chit-missing (812, 1102, 1517, 1513)
dam-row-value: : 3,383 ಕ್ಯೂಸೆಕ್ (136, 2171, 224, 2186)
award-line: ಇಂಟರ್ ನೆಟ್ 'ಸಂಜೆವಾಣಿ' ನಂ.1ದ ವರ್ಲ್ಡ್ ಕಿಯೋಸ್ (730, 30, 1025, 48)
logo-right-text: ವಾಣಿ (693, 53, 950, 219)
headline-mamata-2: ಕೋರಿ ಸುಪ್ರೀಂಗೆ ಇಡಿ ಮೊರೆ (1082, 1565, 1378, 1603)
ad-box-contact: ಹೊಸಪೇಟೆ : 9449761541. (1135, 168, 1288, 183)
dam-row-value: : 28.60 ಟಿ.ಎಂ.ಸಿ (136, 2194, 229, 2209)
story-mamata-ed (943, 1506, 1513, 1923)
cities-line: ಬಳ್ಳಾರಿ-ಬೆಂಗಳೂರು-ಹುಬ್ಬಳ್ಳಿ-ಕಲಬುರಗಿ-ಮೈಸೂರು-ಮಂಗಳೂರು-ದಾವಣಗೆರೆ-ತುಮಕೂರು-ರಾಯಚೂರು-ಶಿವಮೊಗ್ಗ-ವಿಜಯನಗರ (45, 233, 567, 247)
continued-mark: »2 (250, 2005, 268, 2021)
